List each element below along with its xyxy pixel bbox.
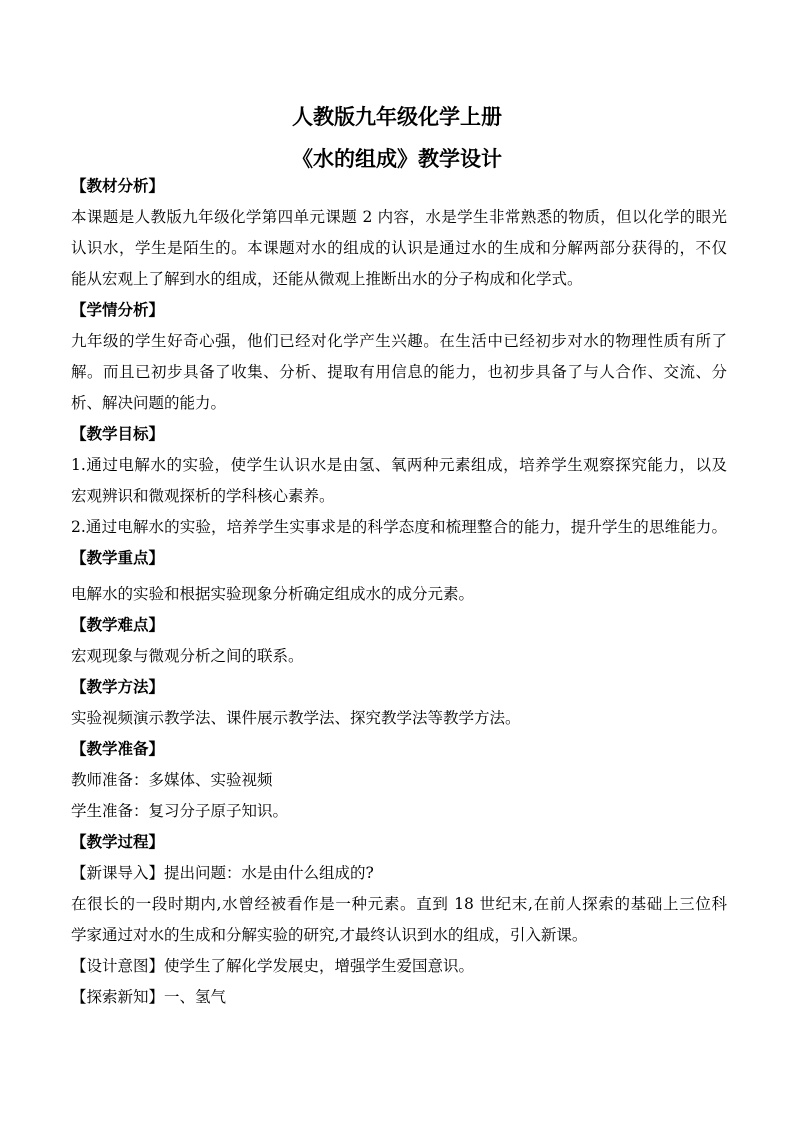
- intro-line: [71, 863, 727, 883]
- paragraph-line: 2.通过电解水的实验，培养学生实事求是的科学态度和梳理整合的能力，提升学生的思维能力。: [71, 518, 727, 536]
- paragraph-line: 宏观辨识和微观探析的学科核心素养。: [71, 487, 335, 505]
- section-heading-students: 【学情分析】: [71, 301, 165, 319]
- paragraph-line: 教师准备：多媒体、实验视频: [71, 771, 273, 789]
- section-heading-difficulties: 【教学难点】: [71, 616, 165, 634]
- section-heading-methods: 【教学方法】: [71, 678, 165, 696]
- paragraph-line: 能从宏观上了解到水的组成，还能从微观上推断出水的分子构成和化学式。: [71, 270, 583, 288]
- section-heading-goals: 【教学目标】: [71, 425, 165, 443]
- document-body: [71, 176, 727, 1018]
- paragraph-line: 析、解决问题的能力。: [71, 394, 227, 412]
- paragraph-line: 学家通过对水的生成和分解实验的研究,才最终认识到水的组成，引入新课。: [71, 926, 588, 944]
- design-intent-text: 使学生了解化学发展史，增强学生爱国意识。: [164, 957, 475, 975]
- paragraph-line: 本课题是人教版九年级化学第四单元课题 2 内容，水是学生非常熟悉的物质，但以化学的眼光: [71, 208, 727, 226]
- paragraph-line: 电解水的实验和根据实验现象分析确定组成水的成分元素。: [71, 585, 475, 603]
- design-intent-label: 【设计意图】: [71, 957, 165, 975]
- paragraph-line: 九年级的学生好奇心强，他们已经对化学产生兴趣。在生活中已经初步对水的物理性质有所了: [71, 332, 727, 350]
- paragraph-line: 实验视频演示教学法、课件展示教学法、探究教学法等教学方法。: [71, 709, 521, 727]
- intro-text: 提出问题：水是由什么组成的?: [164, 864, 374, 882]
- document-subtitle: 《水的组成》教学设计: [292, 147, 502, 171]
- section-heading-material: 【教材分析】: [71, 177, 165, 195]
- paragraph-line: 宏观现象与微观分析之间的联系。: [71, 647, 304, 665]
- document-title: 人教版九年级化学上册: [292, 105, 502, 129]
- design-intent-line: [71, 956, 727, 976]
- explore-label: 【探索新知】: [71, 988, 165, 1006]
- section-heading-preparation: 【教学准备】: [71, 740, 165, 758]
- paragraph-line: 1.通过电解水的实验，使学生认识水是由氢、氧两种元素组成，培养学生观察探究能力，以及: [71, 456, 727, 474]
- paragraph-line: 在很长的一段时期内,水曾经被看作是一种元素。直到 18 世纪末,在前人探索的基础上三位科: [71, 895, 727, 913]
- section-heading-process: 【教学过程】: [71, 833, 165, 851]
- intro-label: 【新课导入】: [71, 864, 165, 882]
- paragraph-line: 学生准备：复习分子原子知识。: [71, 802, 289, 820]
- paragraph-line: 认识水，学生是陌生的。本课题对水的组成的认识是通过水的生成和分解两部分获得的，不仅: [71, 239, 727, 257]
- explore-line: [71, 987, 727, 1007]
- paragraph-line: 解。而且已初步具备了收集、分析、提取有用信息的能力，也初步具备了与人合作、交流、分: [71, 363, 727, 381]
- explore-text: 一、氢气: [164, 988, 227, 1006]
- section-heading-key-points: 【教学重点】: [71, 549, 165, 567]
